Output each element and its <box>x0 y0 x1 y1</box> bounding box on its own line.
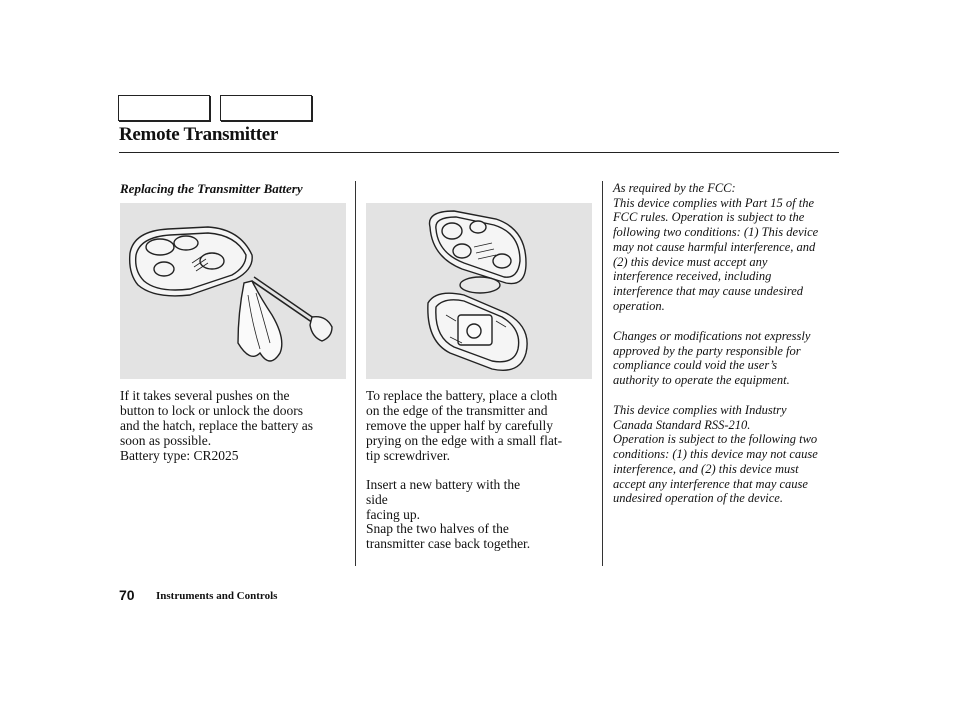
text-line: and the hatch, replace the battery as <box>120 418 314 433</box>
text-line: prying on the edge with a small flat- <box>366 433 563 448</box>
text-line: conditions: (1) this device may not cause <box>613 447 818 462</box>
text-line: interference received, including <box>613 269 772 284</box>
text-line: As required by the FCC: <box>613 181 736 195</box>
modifications-notice <box>613 329 845 388</box>
nav-next-button[interactable] <box>220 95 312 121</box>
text-line: may not cause harmful interference, and <box>613 239 816 254</box>
text-line: Snap the two halves of the <box>366 521 509 536</box>
text-line <box>366 477 594 507</box>
figure-caption: Replacing the Transmitter Battery <box>120 181 303 196</box>
text-line: interference that may cause undesired <box>613 283 803 298</box>
fcc-notice <box>613 181 845 313</box>
insert-battery-instructions <box>366 477 594 522</box>
snap-halves-instructions <box>366 521 594 551</box>
text-line: FCC rules. Operation is subject to the <box>613 210 805 225</box>
text-line: undesired operation of the device. <box>613 491 783 506</box>
text-line: on the edge of the transmitter and <box>366 403 548 418</box>
text-line: soon as possible. <box>120 433 212 448</box>
text-line: Changes or modifications not expressly <box>613 329 811 343</box>
text-line: remove the upper half by carefully <box>366 418 554 433</box>
industry-canada-notice <box>613 403 845 506</box>
text-line: To replace the battery, place a cloth <box>366 388 558 403</box>
text-line: tip screwdriver. <box>366 448 450 463</box>
battery-intro-text <box>120 388 348 463</box>
title-rule <box>119 152 839 153</box>
text-fragment: side <box>366 492 388 507</box>
column-divider-1 <box>355 181 356 566</box>
page-title: Remote Transmitter <box>119 124 279 145</box>
text-line: button to lock or unlock the doors <box>120 403 303 418</box>
text-line: facing up. <box>366 507 420 522</box>
text-line: operation. <box>613 298 665 313</box>
text-line: transmitter case back together. <box>366 536 531 551</box>
text-line: accept any interference that may cause <box>613 476 808 491</box>
text-line: Operation is subject to the following two <box>613 432 818 447</box>
text-line: compliance could void the user’s <box>613 358 778 373</box>
battery-type-line: Battery type: CR2025 <box>120 448 239 463</box>
text-line: authority to operate the equipment. <box>613 373 790 388</box>
text-line: approved by the party responsible for <box>613 343 801 358</box>
text-line: If it takes several pushes on the <box>120 388 290 403</box>
text-line: Canada Standard RSS-210. <box>613 417 751 432</box>
replace-battery-instructions <box>366 388 594 463</box>
text-line: interference, and (2) this device must <box>613 461 799 476</box>
page-number: 70 <box>119 587 135 603</box>
nav-prev-button[interactable] <box>118 95 210 121</box>
column-divider-2 <box>602 181 603 566</box>
opened-transmitter-illustration <box>366 203 592 379</box>
transmitter-with-cloth-illustration <box>120 203 346 379</box>
text-line: (2) this device must accept any <box>613 254 768 269</box>
text-fragment: Insert a new battery with the <box>366 477 521 492</box>
text-line: following two conditions: (1) This device <box>613 225 819 240</box>
section-name: Instruments and Controls <box>156 590 278 602</box>
text-line: This device complies with Industry <box>613 403 787 417</box>
text-line: This device complies with Part 15 of the <box>613 195 815 210</box>
